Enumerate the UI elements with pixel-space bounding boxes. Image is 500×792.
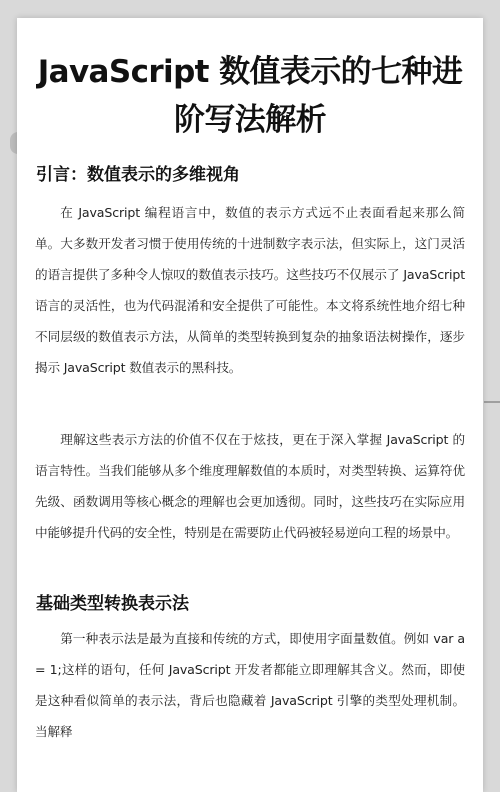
intro-paragraph-2: 理解这些表示方法的价值不仅在于炫技，更在于深入掌握 JavaScript 的语言特性。当我们能够从多个维度理解数值的本质时，对类型转换、运算符优先级、函数调用等核心概念的理解也会更加透彻。同时，这些技巧在实际应用中能够提升代码的安全性，特别是在需要防止代码被轻易逆向工程的场景中。 [35, 432, 465, 540]
intro-paragraph-1: 在 JavaScript 编程语言中，数值的表示方式远不止表面看起来那么简单。大多数开发者习惯于使用传统的十进制数字表示法，但实际上，这门灵活的语言提供了多种令人惊叹的数值表示技巧。这些技巧不仅展示了 JavaScript 语言的灵活性，也为代码混淆和安全提供了可能性。本文将系统性地介绍七种不同层级的数值表示方法，从简单的类型转换到复杂的抽象语法树操作，逐步揭示 JavaScript 数值表示的黑科技。 [35, 205, 465, 375]
document-title: JavaScript 数值表示的七种进阶写法解析 [37, 54, 463, 138]
right-page-marker [484, 401, 500, 403]
section-heading-basic-conversion: 基础类型转换表示法 [36, 594, 189, 614]
document-page [17, 18, 483, 792]
basic-conversion-paragraph: 第一种表示法是最为直接和传统的方式，即使用字面量数值。例如 var a = 1;这样的语句，任何 JavaScript 开发者都能立即理解其含义。然而，即使是这种看似简单的表示法，背后也隐藏着 JavaScript 引擎的类型处理机制。当解释 [35, 631, 465, 739]
section-heading-introduction: 引言：数值表示的多维视角 [36, 165, 240, 185]
